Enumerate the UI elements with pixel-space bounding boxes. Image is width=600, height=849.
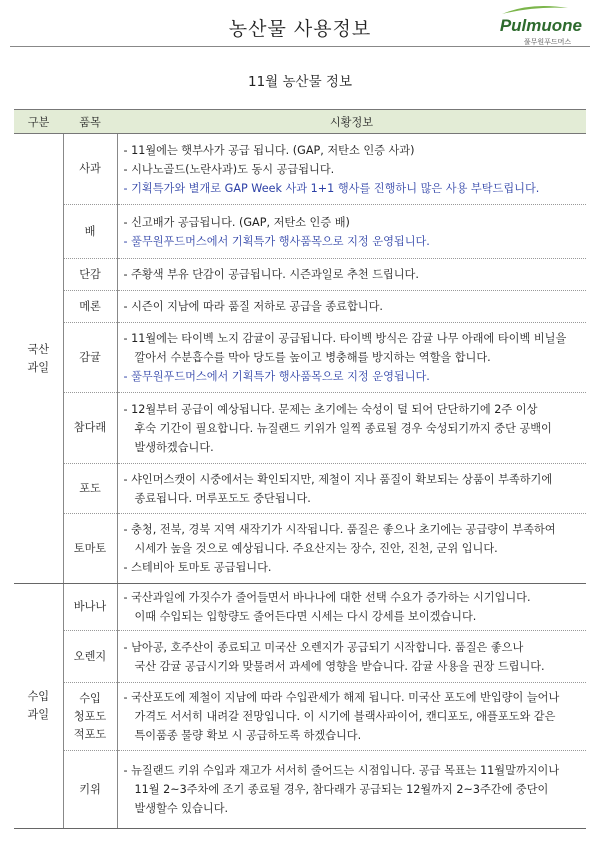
table-row [14,751,586,829]
info-line: 발생하겠습니다. [134,440,214,454]
market-info-cell [117,584,586,631]
item-name: 메론 [79,299,101,313]
market-info-cell [117,393,586,464]
info-line: - 시나노골드(노란사과)도 동시 공급됩니다. [123,162,335,176]
item-cell [63,751,117,829]
item-name: 배 [84,224,96,238]
item-cell [63,631,117,683]
info-line: 종료됩니다. 머루포도도 중단됩니다. [134,491,311,505]
info-line: - 국산포도에 제철이 지남에 따라 수입관세가 해제 됩니다. 미국산 포도에 반입량이 늘어나 [123,691,560,704]
table-row [14,205,586,259]
item-name: 단감 [79,267,101,281]
market-info-cell [117,514,586,584]
item-name: 감귤 [79,350,101,364]
info-line: 가격도 서서히 내려갈 전망입니다. 이 시기에 블랙사파이어, 캔디포도, 애플포도와 같은 [134,710,556,723]
item-cell [63,259,117,291]
info-line: - 남아공, 호주산이 종료되고 미국산 오렌지가 공급되기 시작합니다. 품질은 좋으나 [123,640,524,654]
info-line: 이때 수입되는 입항량도 줄어든다면 시세는 다시 강세를 보이겠습니다. [134,610,477,623]
table-row [14,464,586,514]
market-info-cell [117,205,586,259]
info-line: 특이품종 물량 확보 시 공급하도록 하겠습니다. [134,729,362,742]
page-title: 농산물 사용정보 [228,18,372,40]
table-row [14,259,586,291]
info-line: - 신고배가 공급됩니다. (GAP, 저탄소 인증 배) [123,215,350,229]
item-cell [63,514,117,584]
info-line: - 스테비아 토마토 공급됩니다. [123,561,272,574]
info-line: 11월 2~3주차에 조기 종료될 경우, 참다래가 공급되는 12월까지 2~3주간에 중단이 [134,783,549,796]
header-market-info: 시황정보 [117,110,586,134]
table-row [14,134,586,205]
table-row [14,291,586,323]
item-name: 적포도 [73,727,107,741]
item-name: 수입 [79,691,101,705]
market-info-cell [117,291,586,323]
info-line: 후숙 기간이 필요합니다. 뉴질랜드 키위가 일찍 종료될 경우 숙성되기까지 중단 공백이 [134,421,552,435]
info-line: - 충청, 전북, 경북 지역 새작기가 시작됩니다. 품질은 좋으나 초기에는 공급량이 부족하여 [123,523,556,536]
item-cell [63,584,117,631]
category-label: 수입 [27,690,50,703]
pulmuone-logo [500,10,582,47]
info-line: 깔아서 수분흡수를 막아 당도를 높이고 병충해를 방지하는 역할을 합니다. [134,351,491,364]
info-line: - 12월부터 공급이 예상됩니다. 문제는 초기에는 숙성이 덜 되어 단단하기에 2주 이상 [123,402,538,416]
item-name: 키위 [79,782,101,796]
info-line: 발생할수 있습니다. [134,802,229,815]
item-name: 사과 [79,162,101,175]
table-header-row [14,110,586,134]
info-line: 시세가 높을 것으로 예상됩니다. 주요산지는 장수, 진안, 진천, 군위 입니다. [134,542,498,555]
item-cell [63,205,117,259]
header-item: 품목 [63,110,117,134]
market-info-cell [117,323,586,393]
category-cell [14,584,63,829]
market-info-cell [117,259,586,291]
market-info-cell [117,631,586,683]
table-row [14,683,586,751]
category-label: 과일 [27,708,50,721]
item-cell [63,464,117,514]
item-cell [63,291,117,323]
item-cell [63,683,117,751]
item-name: 청포도 [73,709,107,723]
info-line: 국산 감귤 공급시기와 맞물려서 과세에 영향을 받습니다. 감귤 사용을 권장 드립니다. [134,659,545,673]
market-info-cell [117,464,586,514]
info-line: - 풀무원푸드머스에서 기획특가 행사품목으로 지정 운영됩니다. [123,370,430,383]
category-cell [14,134,63,584]
info-line: - 풀무원푸드머스에서 기획특가 행사품목으로 지정 운영됩니다. [123,234,430,248]
info-line: - 주황색 부유 단감이 공급됩니다. 시즌과일로 추천 드립니다. [123,268,419,281]
table-row [14,323,586,393]
header-divider [10,46,590,47]
item-name: 오렌지 [73,649,107,663]
table-row [14,631,586,683]
market-info-cell [117,134,586,205]
info-line: - 11월에는 햇부사가 공급 됩니다. (GAP, 저탄소 인증 사과) [123,143,415,157]
brand-subname: 풀무원푸드머스 [523,38,572,46]
table-row [14,514,586,584]
item-name: 포도 [79,481,101,495]
page-header [0,0,600,50]
info-line: - 국산과일에 가짓수가 줄어들면서 바나나에 대한 선택 수요가 증가하는 시기입니다. [123,591,531,604]
item-cell [63,323,117,393]
section-subtitle: 11월 농산물 정보 [247,74,352,90]
header-category: 구분 [14,110,63,134]
market-info-cell [117,751,586,829]
table-row [14,393,586,464]
category-label: 과일 [27,360,50,374]
info-line: - 시즌이 지남에 따라 품질 저하로 공급을 종료합니다. [123,300,383,313]
table-row [14,584,586,631]
brand-name: Pulmuone [499,16,582,35]
item-cell [63,134,117,205]
category-label: 국산 [27,342,50,356]
info-line: - 11월에는 타이벡 노지 감귤이 공급됩니다. 타이벡 방식은 감귤 나무 아래에 타이벡 비닐을 [123,332,567,345]
item-name: 참다래 [73,421,107,434]
market-info-cell [117,683,586,751]
leaf-swoosh-icon [500,4,570,16]
info-line: - 뉴질랜드 키위 수입과 재고가 서서히 줄어드는 시점입니다. 공급 목표는 11월말까지이나 [123,764,560,777]
item-cell [63,393,117,464]
item-name: 바나나 [73,600,107,613]
info-line: - 샤인머스캣이 시중에서는 확인되지만, 제철이 지나 품질이 확보되는 상품이 부족하기에 [123,472,553,486]
item-name: 토마토 [73,541,107,555]
produce-info-table [14,109,586,829]
info-line: - 기획특가와 별개로 GAP Week 사과 1+1 행사를 진행하니 많은 사용 부탁드립니다. [123,181,540,195]
